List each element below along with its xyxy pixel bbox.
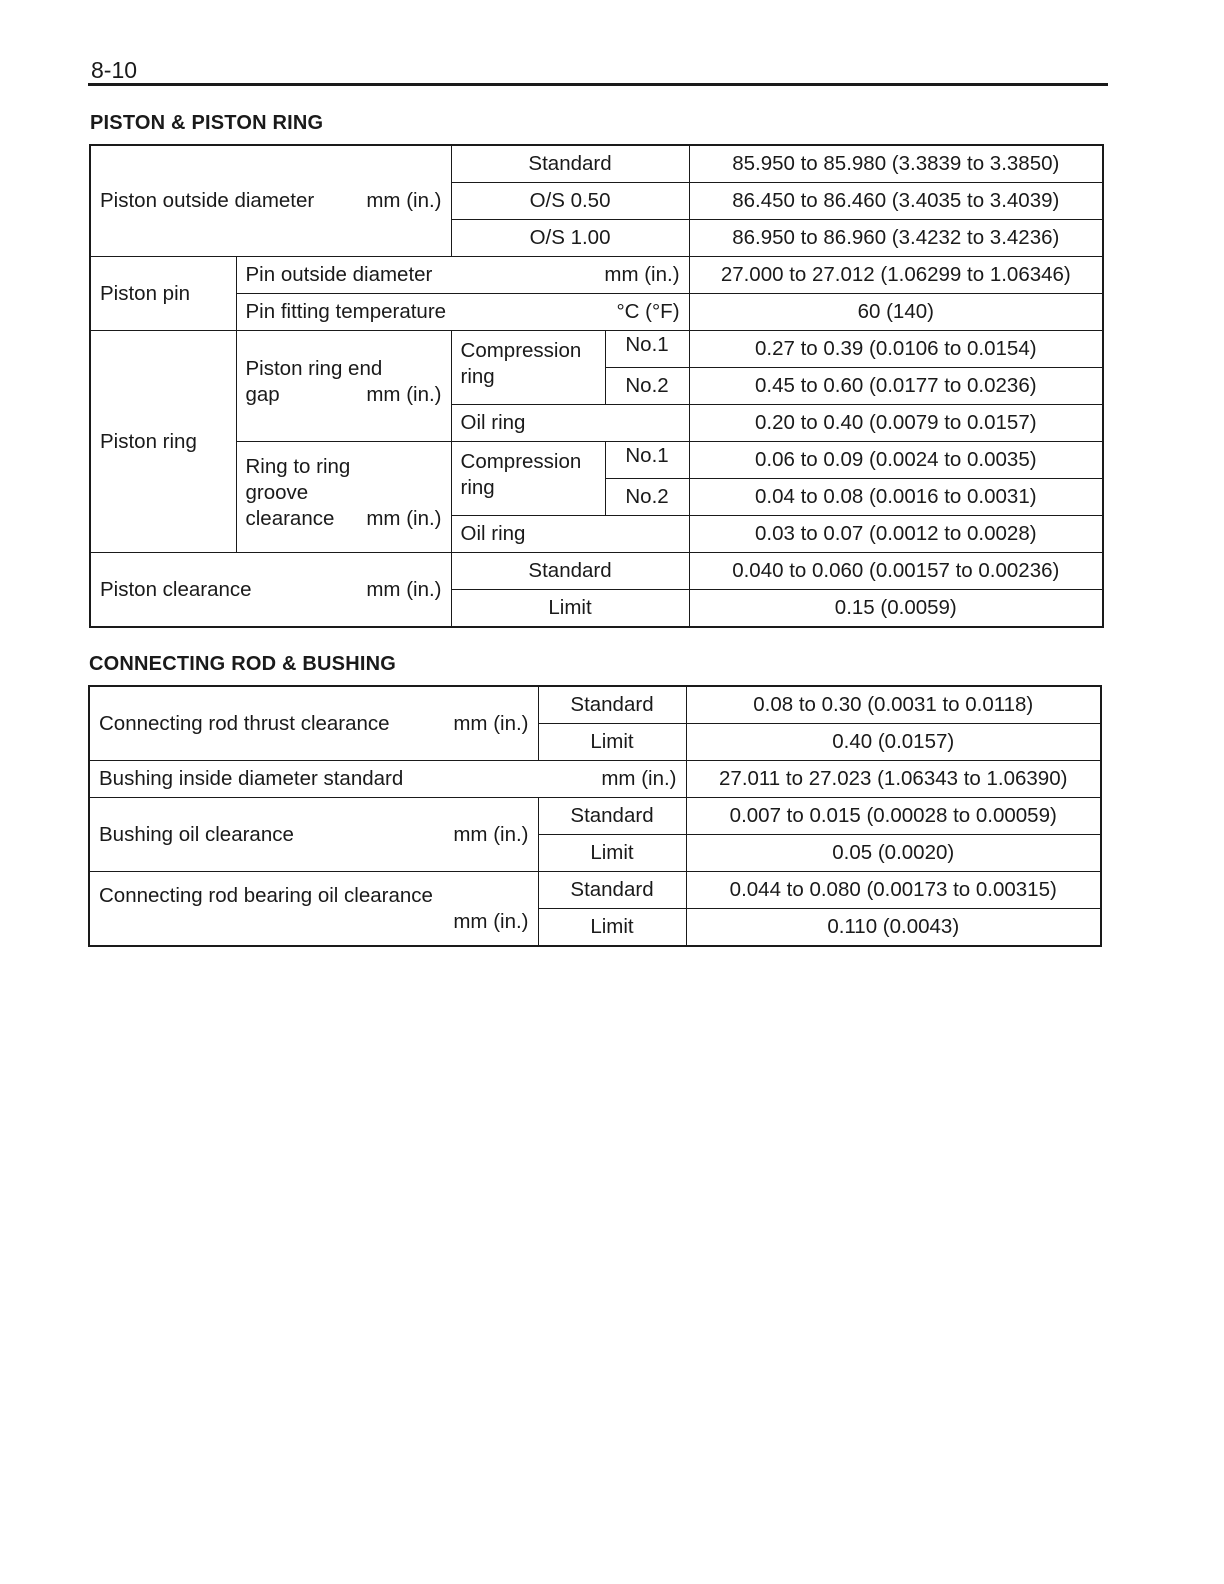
bearing-oil-label-cell <box>89 872 538 947</box>
compression-line1: Compression <box>460 338 582 362</box>
table-row <box>90 257 1103 294</box>
pin-temp-unit: °C (°F) <box>616 300 680 323</box>
piston-spec-table <box>89 144 1104 628</box>
end-gap-label-line2: gap <box>245 383 280 406</box>
pin-temp-label: Pin fitting temperature <box>245 300 447 323</box>
value-cell: 86.450 to 86.460 (3.4035 to 3.4039) <box>689 183 1103 220</box>
table-row <box>90 442 1103 479</box>
value-cell: 0.20 to 0.40 (0.0079 to 0.0157) <box>689 405 1103 442</box>
ring-no-cell <box>605 442 689 479</box>
value-cell: 27.000 to 27.012 (1.06299 to 1.06346) <box>689 257 1103 294</box>
bearing-oil-unit: mm (in.) <box>453 909 529 933</box>
end-gap-label-cell <box>236 331 451 442</box>
piston-od-label: Piston outside diameter <box>100 189 315 212</box>
compression-line2: ring <box>460 475 495 499</box>
table-row <box>90 145 1103 183</box>
pin-od-label: Pin outside diameter <box>245 263 433 286</box>
value-cell: 0.044 to 0.080 (0.00173 to 0.00315) <box>686 872 1101 909</box>
grade-cell: Standard <box>538 686 686 724</box>
table-row <box>90 331 1103 368</box>
compression-line2: ring <box>460 364 495 388</box>
piston-clearance-label: Piston clearance <box>100 577 252 601</box>
ring-no-cell <box>605 331 689 368</box>
value-cell: 60 (140) <box>689 294 1103 331</box>
oil-ring-cell: Oil ring <box>451 516 689 553</box>
pin-temp-cell <box>236 294 689 331</box>
piston-section-title: PISTON & PISTON RING <box>90 112 324 134</box>
oil-ring-cell: Oil ring <box>451 405 689 442</box>
rod-spec-table <box>88 685 1102 947</box>
pin-od-cell <box>236 257 689 294</box>
value-cell: 0.04 to 0.08 (0.0016 to 0.0031) <box>689 479 1103 516</box>
groove-label-line2: groove <box>245 481 309 504</box>
table-row <box>89 872 1101 909</box>
grade-cell: O/S 0.50 <box>451 183 689 220</box>
piston-clearance-label-cell <box>90 553 451 628</box>
bushing-oil-label: Bushing oil clearance <box>99 822 294 846</box>
value-cell: 0.110 (0.0043) <box>686 909 1101 947</box>
value-cell: 0.03 to 0.07 (0.0012 to 0.0028) <box>689 516 1103 553</box>
value-cell: 0.05 (0.0020) <box>686 835 1101 872</box>
grade-cell: Limit <box>538 724 686 761</box>
header-rule <box>88 83 1108 86</box>
piston-od-unit: mm (in.) <box>366 189 442 212</box>
end-gap-unit: mm (in.) <box>366 383 442 406</box>
value-cell: 85.950 to 85.980 (3.3839 to 3.3850) <box>689 145 1103 183</box>
bushing-oil-unit: mm (in.) <box>453 822 529 846</box>
pin-od-unit: mm (in.) <box>604 263 680 286</box>
grade-cell: Limit <box>451 590 689 628</box>
grade-cell: Standard <box>538 798 686 835</box>
table-row <box>89 761 1101 798</box>
piston-pin-label: Piston pin <box>90 257 236 331</box>
end-gap-label-line1: Piston ring end <box>245 357 383 380</box>
grade-cell: O/S 1.00 <box>451 220 689 257</box>
bushing-id-cell <box>89 761 686 798</box>
value-cell: 0.08 to 0.30 (0.0031 to 0.0118) <box>686 686 1101 724</box>
rod-section-title: CONNECTING ROD & BUSHING <box>89 653 397 675</box>
table-row <box>89 686 1101 724</box>
ring-no-cell: No.2 <box>605 479 689 516</box>
ring-no-cell: No.2 <box>605 368 689 405</box>
value-cell: 0.040 to 0.060 (0.00157 to 0.00236) <box>689 553 1103 590</box>
ring-no: No.1 <box>625 333 669 356</box>
value-cell: 0.45 to 0.60 (0.0177 to 0.0236) <box>689 368 1103 405</box>
grade-cell: Limit <box>538 835 686 872</box>
piston-od-label-cell <box>90 145 451 257</box>
groove-label-line1: Ring to ring <box>245 455 351 478</box>
grade-cell: Standard <box>538 872 686 909</box>
bearing-oil-label: Connecting rod bearing oil clearance <box>99 883 433 907</box>
value-cell: 27.011 to 27.023 (1.06343 to 1.06390) <box>686 761 1101 798</box>
ring-no: No.1 <box>625 444 669 467</box>
compression-ring-cell <box>451 331 605 405</box>
bushing-oil-label-cell <box>89 798 538 872</box>
thrust-label: Connecting rod thrust clearance <box>99 711 390 735</box>
bushing-id-unit: mm (in.) <box>601 767 677 790</box>
thrust-label-cell <box>89 686 538 761</box>
table-row <box>90 553 1103 590</box>
piston-clearance-unit: mm (in.) <box>366 577 442 601</box>
grade-cell: Standard <box>451 553 689 590</box>
value-cell: 0.40 (0.0157) <box>686 724 1101 761</box>
compression-line1: Compression <box>460 449 582 473</box>
bushing-id-label: Bushing inside diameter standard <box>99 767 404 790</box>
table-row <box>90 294 1103 331</box>
value-cell: 0.06 to 0.09 (0.0024 to 0.0035) <box>689 442 1103 479</box>
compression-ring-cell <box>451 442 605 516</box>
grade-cell: Standard <box>451 145 689 183</box>
piston-ring-label: Piston ring <box>90 331 236 553</box>
groove-clearance-label-cell <box>236 442 451 553</box>
value-cell: 0.15 (0.0059) <box>689 590 1103 628</box>
value-cell: 0.007 to 0.015 (0.00028 to 0.00059) <box>686 798 1101 835</box>
thrust-unit: mm (in.) <box>453 711 529 735</box>
value-cell: 0.27 to 0.39 (0.0106 to 0.0154) <box>689 331 1103 368</box>
groove-label-line3: clearance <box>245 507 335 530</box>
groove-unit: mm (in.) <box>366 507 442 530</box>
page-number: 8-10 <box>91 57 138 83</box>
grade-cell: Limit <box>538 909 686 947</box>
table-row <box>89 798 1101 835</box>
value-cell: 86.950 to 86.960 (3.4232 to 3.4236) <box>689 220 1103 257</box>
